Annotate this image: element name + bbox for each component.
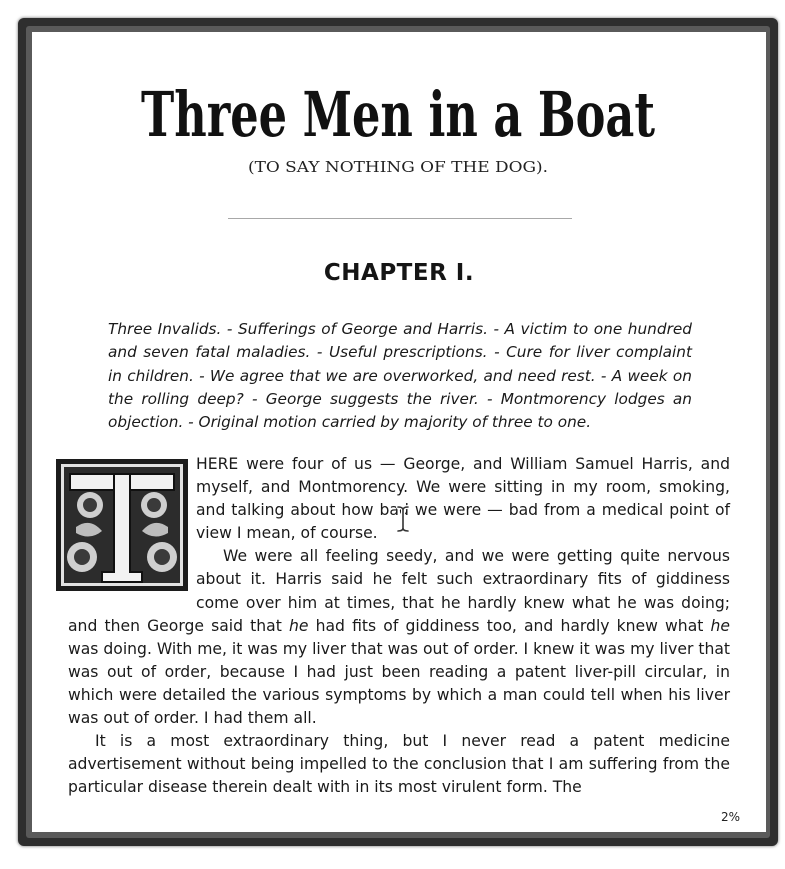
paragraph: It is a most extraordinary thing, but I never read a patent medicine advertisement without being impelled to the conclusion that I am suffering from the particular disease therein dealt with in its most virulent form. The	[68, 732, 730, 797]
paragraph: HERE were four of us — George, and William Samuel Harris, and myself, and Montmorency. We were sitting in my room, smoking, and talking about how bad we were — bad from a medical point of view I mean, of course.	[68, 453, 730, 545]
book-page[interactable]	[32, 32, 766, 832]
emphasis: he	[710, 616, 730, 635]
paragraph: We were all feeling seedy, and we were getting quite nervous about it. Harris said he felt such extraordinary fits of giddiness come over him at times, that he hardly knew what he was doing; and then George said that he had fits of giddiness too, and hardly knew what he was doing. With me, it was my liver that was out of order. I knew it was my liver that was out of order, because I had just been reading a patent liver-pill circular, in which were detailed the various symptoms by which a man could tell when his liver was out of order. I had them all.	[68, 547, 730, 728]
book-title-art	[138, 70, 658, 180]
book-subtitle: (TO SAY NOTHING OF THE DOG).	[248, 158, 548, 176]
chapter-synopsis: Three Invalids. - Sufferings of George and Harris. - A victim to one hundred and seven fatal maladies. - Useful prescriptions. - Cure for liver complaint in children. - We agree that we are overworked, and need rest. - A week on the rolling deep? - George suggests the river. - Montmorency lodges an objection. - Original motion carried by majority of three to one.	[108, 320, 692, 432]
chapter-body	[68, 453, 730, 799]
text-cursor-icon	[396, 506, 410, 532]
chapter-heading: CHAPTER I.	[323, 260, 475, 286]
drop-cap-ornament	[54, 457, 190, 593]
book-title: Three Men in a Boat	[141, 78, 656, 151]
reading-progress: 2%	[720, 810, 740, 824]
title-divider	[228, 218, 572, 219]
emphasis: he	[288, 616, 309, 635]
